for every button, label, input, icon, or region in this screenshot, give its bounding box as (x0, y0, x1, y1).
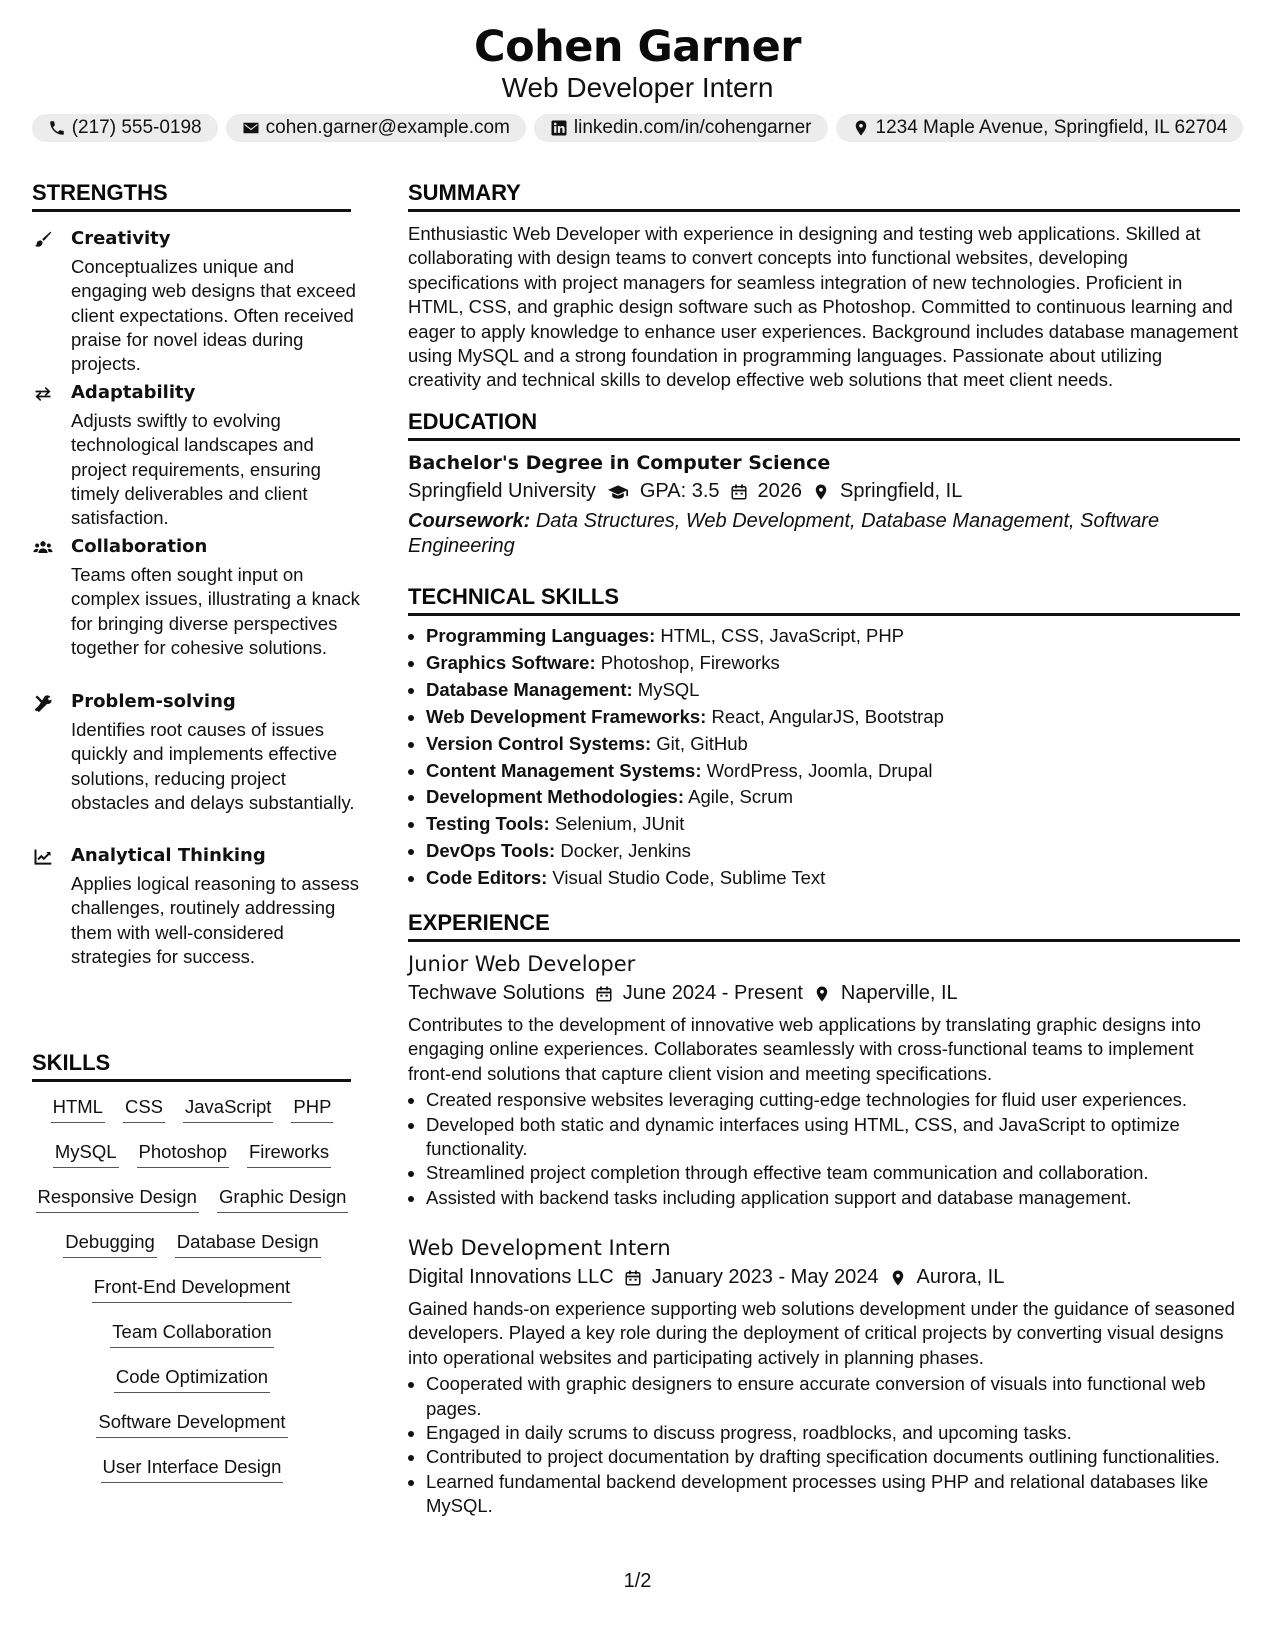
job-location: Aurora, IL (916, 1266, 1005, 1288)
skills-heading: SKILLS (32, 1050, 351, 1082)
tech-skill-value: Visual Studio Code, Sublime Text (552, 867, 826, 889)
strength-description: Teams often sought input on complex issues, illustrating a knack for bringing diverse perspectives together for cohesive solutions. (71, 564, 360, 658)
skill-tag: Photoshop (137, 1141, 229, 1168)
map-pin-icon (852, 119, 870, 137)
strength-title: Problem-solving (71, 691, 236, 712)
email-text: cohen.garner@example.com (265, 117, 510, 138)
envelope-icon (242, 119, 260, 137)
job-bullet: • Learned fundamental backend development processes using PHP and relational databases like MySQL. (426, 1470, 1240, 1519)
contact-bar (0, 114, 1275, 142)
technical-skills-list (408, 623, 1240, 892)
page-number: 1/2 (623, 1570, 652, 1592)
calendar-icon (730, 482, 748, 502)
summary-text: Enthusiastic Web Developer with experience in designing and testing web applications. Skilled at collaborating with design teams to convert concepts into functional websites, developing specifications with project managers for seamless integration of new technologies. Proficient in HTML, CSS, and graphic design software such as Photoshop. Committed to continuous learning and eager to apply knowledge to enhance user experiences. Background includes database management using MySQL and a strong foundation in programming languages. Passionate about utilizing creativity and technical skills to develop effective web solutions that meet client needs. (408, 223, 1238, 391)
linkedin-icon (550, 119, 568, 137)
tools-icon (32, 693, 54, 713)
tech-skill-item (426, 758, 1240, 785)
phone-text: (217) 555-0198 (71, 117, 202, 138)
tech-skill-item (426, 623, 1240, 650)
candidate-name: Cohen Garner (474, 22, 801, 72)
skill-tag: Software Development (96, 1411, 287, 1438)
strength-description: Applies logical reasoning to assess challenges, routinely addressing them with well-considered strategies for success. (71, 873, 359, 967)
strength-title: Collaboration (71, 536, 208, 557)
graduation-cap-icon (606, 482, 630, 502)
tech-skill-label: Development Methodologies: (426, 786, 684, 808)
tech-skill-item (426, 838, 1240, 865)
tech-skill-value: Docker, Jenkins (560, 840, 691, 862)
technical-skills-heading: TECHNICAL SKILLS (408, 584, 1240, 616)
job-meta (408, 1266, 1240, 1289)
job-bullet: • Developed both static and dynamic interfaces using HTML, CSS, and JavaScript to optimize functionality. (426, 1113, 1240, 1162)
users-icon (32, 538, 54, 558)
tech-skill-label: Code Editors: (426, 867, 548, 889)
job-bullet: • Created responsive websites leveraging cutting-edge technologies for fluid user experiences. (426, 1088, 1240, 1112)
tech-skill-value: HTML, CSS, JavaScript, PHP (660, 625, 905, 646)
calendar-icon (624, 1268, 642, 1288)
tech-skill-item (426, 731, 1240, 758)
skill-tag: HTML (51, 1096, 105, 1123)
job-title: Web Development Intern (408, 1236, 671, 1260)
tech-skill-label: Version Control Systems: (426, 732, 652, 754)
tech-skill-value: MySQL (637, 678, 700, 700)
job-bullet: • Assisted with backend tasks including application support and database management. (426, 1186, 1240, 1210)
job-title: Junior Web Developer (408, 952, 636, 976)
skill-row (32, 1276, 352, 1321)
tech-skill-value: Photoshop, Fireworks (600, 651, 780, 673)
address-chip[interactable] (836, 114, 1244, 142)
skill-tag: Database Design (175, 1231, 321, 1258)
arrows-exchange-icon (32, 384, 54, 404)
job-description: Contributes to the development of innovative web applications by translating graphic designs into engaging online experiences. Collaborates seamlessly with cross-functional teams to implement front-end solutions that capture client vision and meeting specifications. (408, 1014, 1201, 1084)
skill-tag: Front-End Development (92, 1276, 292, 1303)
summary-heading: SUMMARY (408, 180, 1240, 212)
tech-skill-value: Agile, Scrum (688, 786, 793, 808)
map-pin-icon (889, 1268, 907, 1288)
tech-skill-label: Database Management: (426, 678, 633, 700)
calendar-icon (595, 984, 613, 1004)
skill-row (32, 1411, 352, 1456)
email-chip[interactable] (226, 114, 526, 142)
tech-skill-value: Selenium, JUnit (554, 813, 685, 835)
strength-title: Analytical Thinking (71, 845, 266, 866)
job-bullet: • Engaged in daily scrums to discuss progress, roadblocks, and upcoming tasks. (426, 1421, 1240, 1445)
skill-row (32, 1141, 352, 1186)
strength-description: Identifies root causes of issues quickly and implements effective solutions, reducing project obstacles and delays substantially. (71, 719, 355, 813)
company-name: Techwave Solutions (408, 982, 585, 1004)
job-bullet: • Streamlined project completion through effective team communication and collaboration. (426, 1161, 1240, 1185)
school-name: Springfield University (408, 480, 596, 502)
linkedin-text: linkedin.com/in/cohengarner (573, 117, 812, 138)
education-meta (408, 480, 1240, 503)
skill-tag: JavaScript (183, 1096, 273, 1123)
candidate-role: Web Developer Intern (501, 72, 774, 103)
skill-tag: User Interface Design (101, 1456, 284, 1483)
graduation-year: 2026 (757, 480, 803, 502)
paintbrush-icon (32, 230, 54, 250)
map-pin-icon (813, 984, 831, 1004)
job-dates: June 2024 - Present (622, 982, 803, 1004)
experience-entry (408, 1236, 1240, 1519)
chart-line-icon (32, 847, 54, 867)
tech-skill-item (426, 704, 1240, 731)
tech-skill-item (426, 811, 1240, 838)
coursework-label: Coursework: (408, 510, 531, 532)
gpa-text: GPA: 3.5 (639, 480, 720, 502)
education-location: Springfield, IL (840, 480, 963, 502)
job-meta (408, 982, 1240, 1005)
skill-row (32, 1366, 352, 1411)
phone-icon (48, 119, 66, 137)
skill-tag: MySQL (53, 1141, 119, 1168)
linkedin-chip[interactable] (534, 114, 828, 142)
phone-chip[interactable] (32, 114, 218, 142)
strength-description: Adjusts swiftly to evolving technological landscapes and project requirements, ensuring timely deliverables and client satisfaction. (71, 410, 321, 529)
tech-skill-item (426, 650, 1240, 677)
tech-skill-value: WordPress, Joomla, Drupal (706, 759, 933, 781)
skill-tag: PHP (291, 1096, 333, 1123)
tech-skill-item (426, 865, 1240, 892)
degree-title: Bachelor's Degree in Computer Science (408, 452, 831, 474)
map-pin-icon (812, 482, 830, 502)
education-entry (408, 452, 1240, 558)
tech-skill-value: React, AngularJS, Bootstrap (711, 705, 944, 727)
tech-skill-value: Git, GitHub (656, 732, 748, 754)
strength-title: Creativity (71, 228, 171, 249)
tech-skill-label: DevOps Tools: (426, 840, 556, 862)
experience-heading: EXPERIENCE (408, 910, 1240, 942)
skill-row (32, 1096, 352, 1141)
tech-skill-label: Testing Tools: (426, 813, 550, 835)
skill-row (32, 1186, 352, 1231)
tech-skill-item (426, 784, 1240, 811)
strength-description: Conceptualizes unique and engaging web designs that exceed client expectations. Often received praise for novel ideas during projects. (71, 256, 356, 375)
skill-tag: Debugging (63, 1231, 157, 1258)
strength-title: Adaptability (71, 382, 196, 403)
strengths-heading: STRENGTHS (32, 180, 351, 212)
job-dates: January 2023 - May 2024 (651, 1266, 879, 1288)
education-heading: EDUCATION (408, 409, 1240, 441)
tech-skill-label: Web Development Frameworks: (426, 705, 707, 727)
skill-row (32, 1456, 352, 1501)
job-description: Gained hands-on experience supporting web solutions development under the guidance of seasoned developers. Played a key role during the deployment of critical projects by converting visual designs into operational websites and participating actively in planning phases. (408, 1298, 1235, 1368)
skill-tag: CSS (123, 1096, 165, 1123)
job-bullets (408, 1088, 1240, 1210)
experience-entry (408, 952, 1240, 1210)
tech-skill-label: Programming Languages: (426, 625, 656, 646)
job-bullets (408, 1372, 1240, 1518)
address-text: 1234 Maple Avenue, Springfield, IL 62704 (875, 117, 1228, 138)
company-name: Digital Innovations LLC (408, 1266, 614, 1288)
skills-tag-cloud (32, 1096, 352, 1501)
skill-tag: Code Optimization (114, 1366, 270, 1393)
tech-skill-label: Graphics Software: (426, 651, 596, 673)
job-bullet: • Contributed to project documentation by drafting specification documents outlining functionalities. (426, 1445, 1240, 1469)
job-location: Naperville, IL (840, 982, 958, 1004)
tech-skill-item (426, 677, 1240, 704)
skill-row (32, 1231, 352, 1276)
skill-tag: Fireworks (247, 1141, 331, 1168)
coursework (408, 509, 1240, 558)
skill-tag: Team Collaboration (110, 1321, 273, 1348)
tech-skill-label: Content Management Systems: (426, 759, 702, 781)
skill-tag: Graphic Design (217, 1186, 349, 1213)
coursework-list: Data Structures, Web Development, Database Management, Software Engineering (408, 510, 1160, 557)
skill-row (32, 1321, 352, 1366)
skill-tag: Responsive Design (36, 1186, 199, 1213)
job-bullet: • Cooperated with graphic designers to ensure accurate conversion of visuals into functional web pages. (426, 1372, 1240, 1421)
